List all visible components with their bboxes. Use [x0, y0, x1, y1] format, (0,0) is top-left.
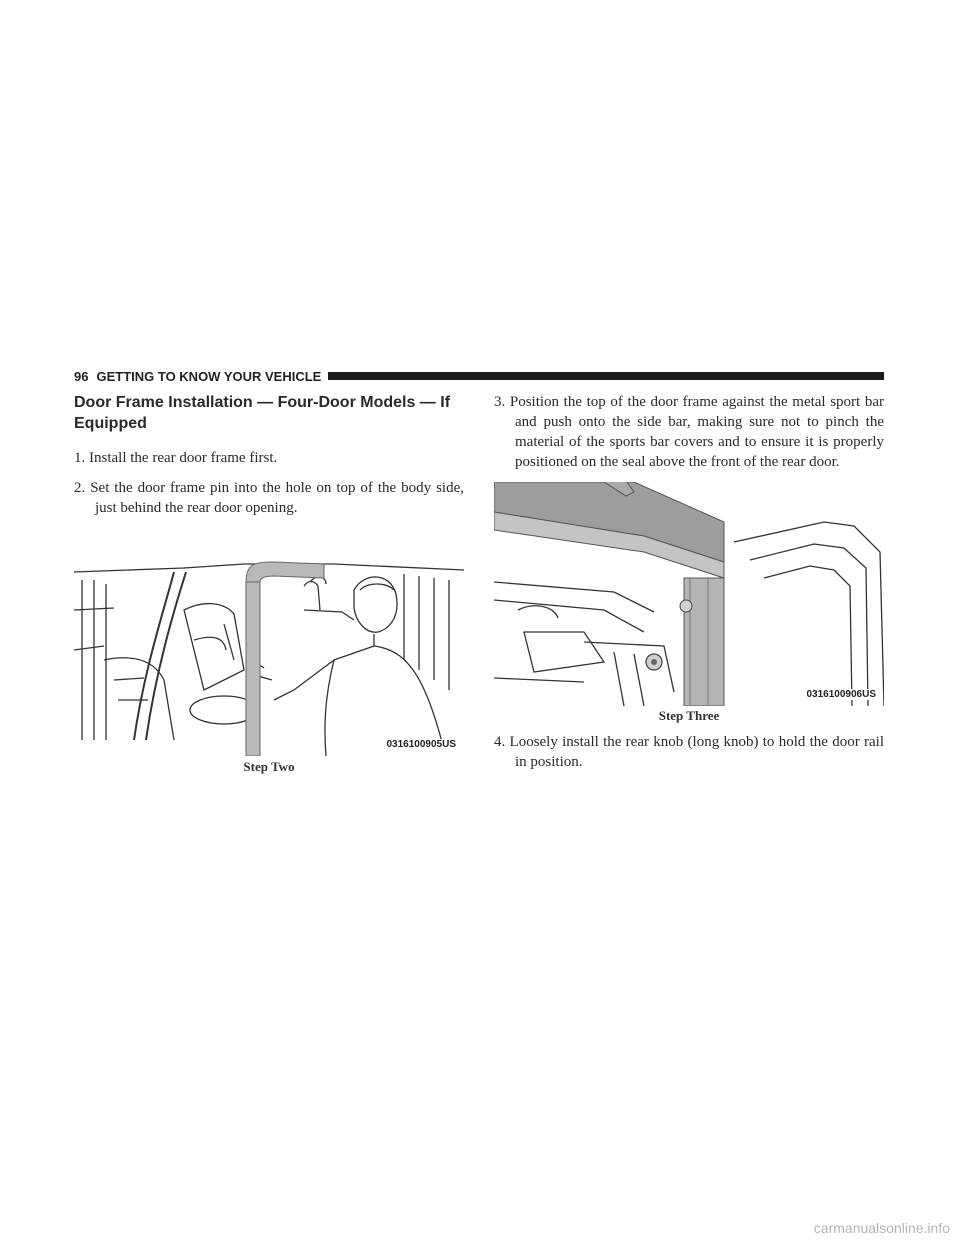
section-name: GETTING TO KNOW YOUR VEHICLE	[96, 368, 322, 384]
figure-caption: Step Three	[658, 708, 720, 723]
step-1: 1. Install the rear door frame first.	[74, 450, 278, 466]
figure-code: 0316100906US	[806, 689, 876, 700]
page-number: 96	[74, 368, 89, 384]
left-column	[74, 392, 464, 783]
header-rule	[328, 372, 884, 380]
step-three-illustration	[494, 482, 884, 706]
figure-step-three	[494, 482, 884, 706]
step-3: 3. Position the top of the door frame against the metal sport bar and push onto the side bar, making sure not to pinch the material of the sports bar covers and to ensure it is properly positioned on the seal above the front of the rear door.	[494, 394, 884, 470]
right-column	[494, 392, 884, 782]
step-4: 4. Loosely install the rear knob (long knob) to hold the door rail in position.	[494, 734, 884, 770]
figure-code: 0316100905US	[386, 739, 456, 750]
page-header	[74, 368, 884, 384]
figure-step-two	[74, 550, 464, 756]
watermark: carmanualsonline.info	[813, 1220, 950, 1236]
step-2: 2. Set the door frame pin into the hole on top of the body side, just behind the rear door opening.	[74, 480, 464, 516]
section-title: Door Frame Installation — Four-Door Models — If Equipped	[74, 394, 451, 432]
step-two-illustration	[74, 550, 464, 756]
figure-caption: Step Two	[243, 759, 295, 774]
